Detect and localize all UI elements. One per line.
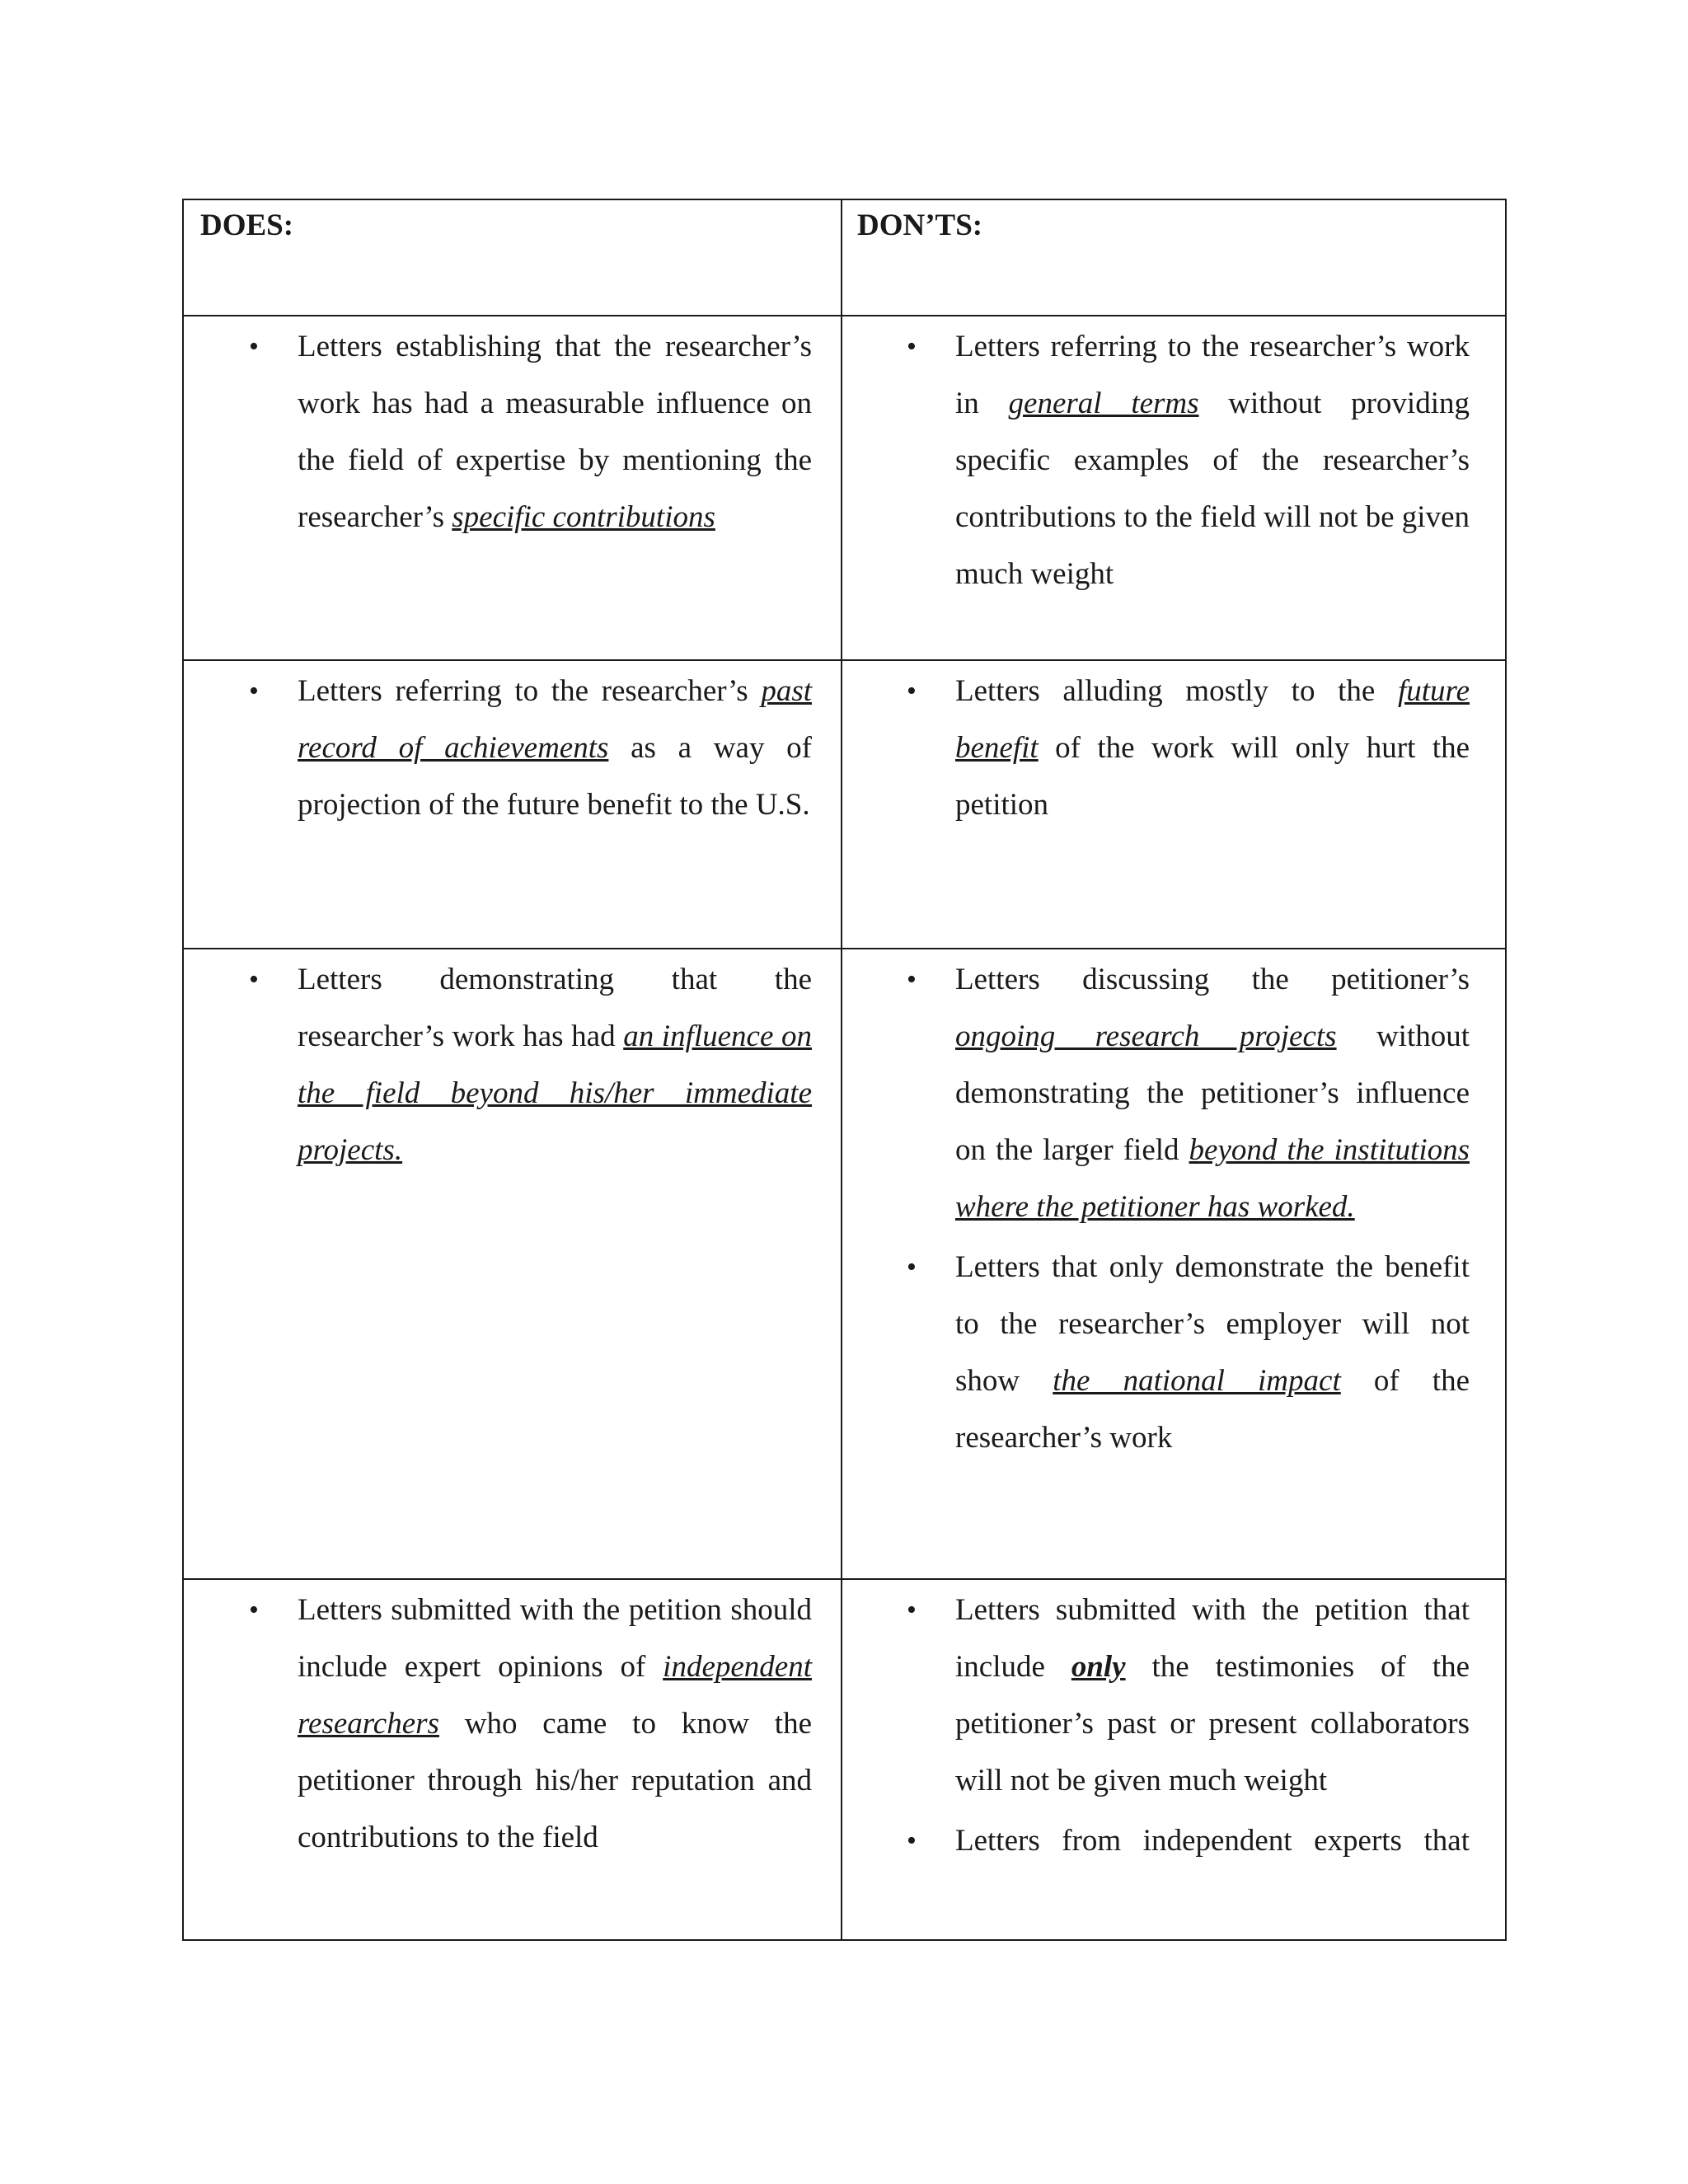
list-item [907,663,1470,833]
list-item [249,951,813,1179]
list-item [249,318,812,546]
list-item-text: Letters alluding mostly to the future benefit of the work will only hurt the petition [955,674,1470,822]
bullet-icon: • [907,1595,917,1625]
row-3-donts-cell [907,951,1470,1466]
row-divider [184,659,1505,661]
row-4-does-cell [249,1582,812,1866]
list-item [249,663,812,833]
list-item [907,318,1470,602]
bullet-icon: • [907,964,917,995]
list-item [907,951,1470,1235]
row-3-does-cell [249,951,813,1179]
bullet-icon: • [907,1825,917,1856]
list-item-text: Letters submitted with the petition that include only the testimonies of the petitioner’s past or present collaborators will not be given much weight [955,1593,1470,1797]
bullet-icon: • [907,676,917,706]
bullet-icon: • [249,331,259,362]
row-2-does-cell [249,663,812,833]
row-1-does-cell [249,318,812,546]
row-divider [184,1578,1505,1580]
list-item-text: Letters demonstrating that the researcher’s work has had an influence on the field beyond his/her immediate projects. [298,963,813,1167]
list-item [907,1812,1470,1869]
list-item-text: Letters referring to the researcher’s work in general terms without providing specific examples of the researcher’s contributions to the field will not be given much weight [955,330,1470,591]
bullet-icon: • [907,331,917,362]
list-item [907,1239,1470,1466]
row-4-donts-cell [907,1582,1470,1869]
list-item-text: Letters discussing the petitioner’s ongoing research projects without demonstrating the petitioner’s influence on the larger field beyond the institutions where the petitioner has worked. [955,963,1470,1224]
bullet-icon: • [907,1252,917,1282]
row-divider [184,948,1505,949]
dos-donts-table [182,199,1507,1941]
bullet-icon: • [249,1595,259,1625]
list-item-text: Letters referring to the researcher’s past record of achievements as a way of projection of the future benefit to the U.S. [298,674,812,822]
row-2-donts-cell [907,663,1470,833]
list-item-text: Letters from independent experts that [955,1824,1470,1858]
bullet-icon: • [249,964,259,995]
column-divider [841,200,842,1939]
bullet-icon: • [249,676,259,706]
row-1-donts-cell [907,318,1470,602]
list-item-text: Letters that only demonstrate the benefit to the researcher’s employer will not show the national impact of the researcher’s work [955,1250,1470,1455]
list-item [907,1582,1470,1809]
row-divider [184,315,1505,316]
donts-header: DON’TS: [857,209,983,242]
list-item-text: Letters establishing that the researcher’s work has had a measurable influence on the field of expertise by mentioning the researcher’s specific contributions [298,330,812,534]
does-header: DOES: [200,209,294,242]
list-item-text: Letters submitted with the petition should include expert opinions of independent researchers who came to know the petitioner through his/her reputation and contributions to the field [298,1593,812,1854]
list-item [249,1582,812,1866]
